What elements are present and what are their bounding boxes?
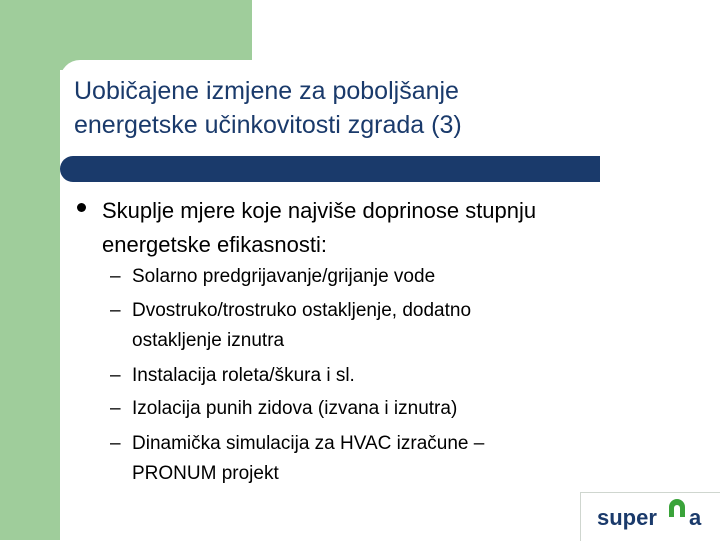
title-line-2: energetske učinkovitosti zgrada (3) bbox=[74, 111, 462, 139]
sub-item-4-line-1: Izolacija punih zidova (izvana i iznutra) bbox=[132, 398, 458, 419]
dash-icon: – bbox=[110, 398, 121, 419]
sub-item-5-line-1: Dinamička simulacija za HVAC izračune – bbox=[132, 433, 485, 454]
main-bullet-line-1: Skuplje mjere koje najviše doprinose stupnju bbox=[102, 198, 537, 223]
main-bullet bbox=[102, 194, 682, 262]
green-arch-icon bbox=[666, 497, 688, 517]
dash-icon: – bbox=[110, 365, 121, 386]
title-underline-bar bbox=[60, 156, 600, 182]
dash-icon: – bbox=[110, 300, 121, 321]
bullet-dot-icon bbox=[77, 203, 86, 212]
sub-item-3-line-1: Instalacija roleta/škura i sl. bbox=[132, 365, 355, 386]
slide-title bbox=[74, 74, 674, 142]
main-bullet-line-2: energetske efikasnosti: bbox=[102, 232, 328, 257]
sub-item-1-line-1: Solarno predgrijavanje/grijanje vode bbox=[132, 266, 436, 287]
green-left-band bbox=[0, 0, 60, 540]
sub-item-2-line-2: ostakljenje iznutra bbox=[132, 330, 285, 351]
sub-item-2-line-1: Dvostruko/trostruko ostakljenje, dodatno bbox=[132, 300, 472, 321]
supera-logo bbox=[580, 492, 720, 541]
sub-item-5-line-2: PRONUM projekt bbox=[132, 463, 279, 484]
title-line-1: Uobičajene izmjene za poboljšanje bbox=[74, 77, 459, 105]
logo-text-right: a bbox=[689, 505, 702, 530]
dash-icon: – bbox=[110, 266, 121, 287]
dash-icon: – bbox=[110, 433, 121, 454]
logo-text-left: super bbox=[597, 505, 657, 530]
